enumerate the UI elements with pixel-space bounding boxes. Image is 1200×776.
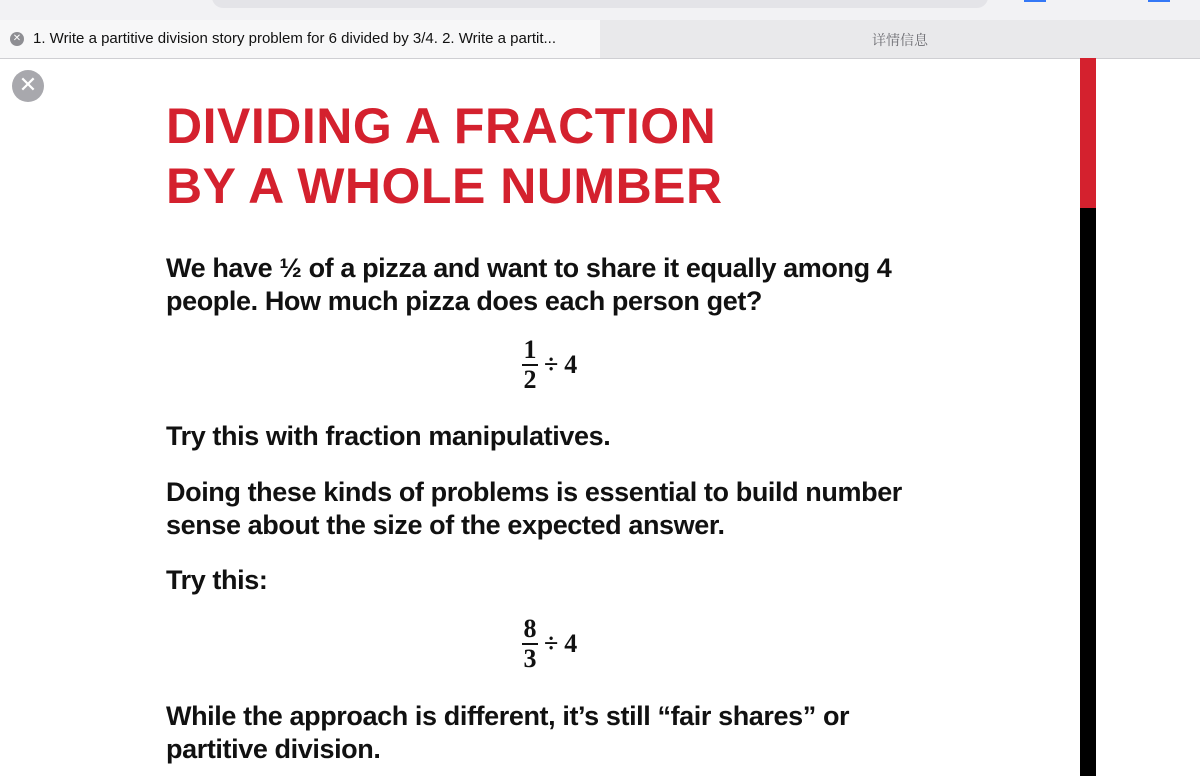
fraction-denominator: 3: [523, 644, 537, 673]
fraction: [522, 336, 538, 394]
tab-title: 详情信息: [872, 33, 928, 49]
tab-bar: [0, 20, 1200, 59]
fraction-expression-2: [522, 615, 577, 673]
slide-title-line2: BY A WHOLE NUMBER: [166, 158, 723, 214]
tab-details[interactable]: [600, 20, 1200, 58]
paragraph-pizza: We have ½ of a pizza and want to share it equally among 4 people. How much pizza does each person get?: [166, 253, 892, 316]
divisor: 4: [564, 629, 578, 658]
close-icon[interactable]: ✕: [10, 32, 24, 46]
fraction: [522, 615, 538, 673]
address-bar[interactable]: [212, 0, 988, 8]
tab-title: 1. Write a partitive division story problem for 6 divided by 3/4. 2. Write a partit...: [33, 30, 557, 47]
fraction-denominator: 2: [523, 365, 537, 394]
close-icon[interactable]: ✕: [12, 70, 44, 102]
toolbar-edge-line: [1024, 0, 1046, 2]
slide-scrollbar[interactable]: [1080, 58, 1096, 776]
divisor: 4: [564, 350, 578, 379]
paragraph-fair-shares: While the approach is different, it’s still “fair shares” or partitive division.: [166, 701, 850, 764]
tab-question[interactable]: [0, 20, 600, 58]
slide-image: [166, 96, 1066, 764]
fraction-expression-1: [522, 336, 577, 394]
slide-title-line1: DIVIDING A FRACTION: [166, 98, 717, 154]
fraction-numerator: 8: [523, 614, 537, 643]
slide-scrollbar-thumb[interactable]: [1080, 58, 1096, 208]
browser-toolbar: [0, 0, 1200, 20]
paragraph-manipulatives: Try this with fraction manipulatives.: [166, 421, 611, 451]
divide-operator: ÷: [544, 350, 559, 379]
paragraph-try-this: Try this:: [166, 565, 268, 595]
fraction-numerator: 1: [523, 335, 537, 364]
divide-operator: ÷: [544, 629, 559, 658]
toolbar-edge-line: [1148, 0, 1170, 2]
paragraph-number-sense: Doing these kinds of problems is essential to build number sense about the size of the expected answer.: [166, 477, 902, 540]
